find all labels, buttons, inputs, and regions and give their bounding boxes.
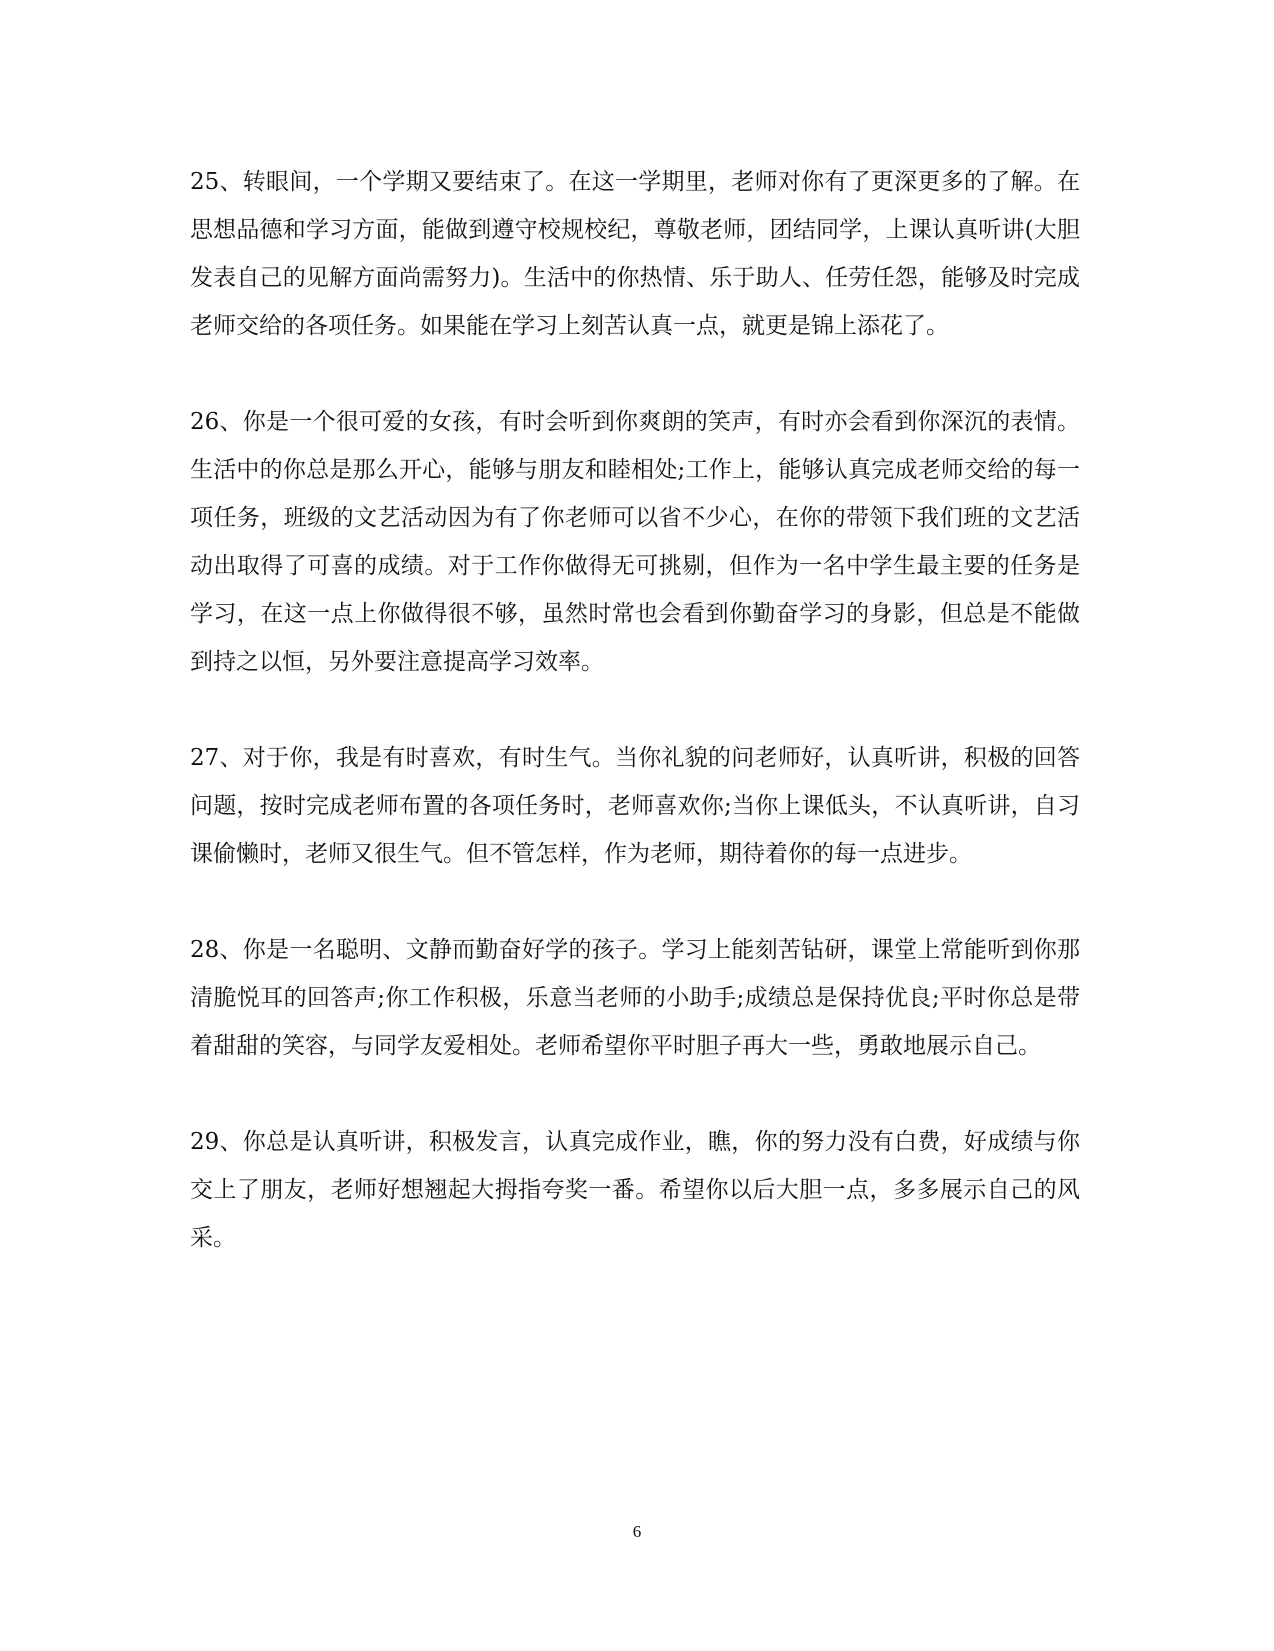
paragraph-27: 27、对于你，我是有时喜欢，有时生气。当你礼貌的问老师好，认真听讲，积极的回答问题，按时完成老师布置的各项任务时，老师喜欢你;当你上课低头，不认真听讲，自习课偷懒时，老师又很生气。但不管怎样，作为老师，期待着你的每一点进步。 [190, 745, 1080, 867]
paragraph-25: 25、转眼间，一个学期又要结束了。在这一学期里，老师对你有了更深更多的了解。在思想品德和学习方面，能做到遵守校规校纪，尊敬老师，团结同学，上课认真听讲(大胆发表自己的见解方面尚需努力)。生活中的你热情、乐于助人、任劳任怨，能够及时完成老师交给的各项任务。如果能在学习上刻苦认真一点，就更是锦上添花了。 [190, 169, 1080, 339]
paragraph-26: 26、你是一个很可爱的女孩，有时会听到你爽朗的笑声，有时亦会看到你深沉的表情。生活中的你总是那么开心，能够与朋友和睦相处;工作上，能够认真完成老师交给的每一项任务，班级的文艺活动因为有了你老师可以省不少心，在你的带领下我们班的文艺活动出取得了可喜的成绩。对于工作你做得无可挑剔，但作为一名中学生最主要的任务是学习，在这一点上你做得很不够，虽然时常也会看到你勤奋学习的身影，但总是不能做到持之以恒，另外要注意提高学习效率。 [190, 409, 1080, 675]
paragraph-28: 28、你是一名聪明、文静而勤奋好学的孩子。学习上能刻苦钻研，课堂上常能听到你那清脆悦耳的回答声;你工作积极，乐意当老师的小助手;成绩总是保持优良;平时你总是带着甜甜的笑容，与同学友爱相处。老师希望你平时胆子再大一些，勇敢地展示自己。 [190, 937, 1080, 1059]
page-number: 6 [632, 1522, 642, 1541]
document-body [190, 158, 1080, 1262]
paragraph-29: 29、你总是认真听讲，积极发言，认真完成作业，瞧，你的努力没有白费，好成绩与你交上了朋友，老师好想翘起大拇指夸奖一番。希望你以后大胆一点，多多展示自己的风采。 [190, 1129, 1080, 1251]
